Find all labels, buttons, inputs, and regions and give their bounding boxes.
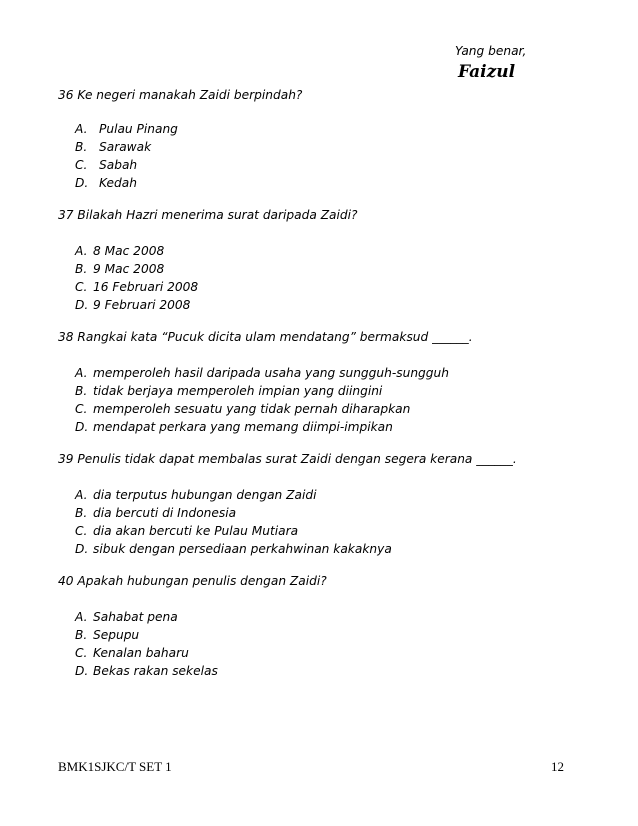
option-text: Bekas rakan sekelas [93,664,218,678]
question-40: 40 Apakah hubungan penulis dengan Zaidi? [58,574,327,588]
option-text: Pulau Pinang [99,122,178,136]
option-text: memperoleh hasil daripada usaha yang sungguh-sungguh [93,366,449,380]
option-36-d [75,176,137,190]
option-text: mendapat perkara yang memang diimpi-impikan [93,420,393,434]
option-37-d [75,298,190,312]
question-36: 36 Ke negeri manakah Zaidi berpindah? [58,88,303,102]
option-text: Sarawak [99,140,152,154]
option-text: dia bercuti di Indonesia [93,506,237,520]
footer-code: BMK1SJKC/T SET 1 [58,759,172,774]
option-36-b [75,140,151,154]
option-39-c [75,524,298,538]
option-letter: B. [75,506,88,520]
option-letter: A. [75,366,88,380]
option-text: Kedah [99,176,137,190]
option-letter: D. [75,298,89,312]
question-37: 37 Bilakah Hazri menerima surat daripada Zaidi? [58,208,358,222]
option-letter: B. [75,262,88,276]
option-text: 8 Mac 2008 [93,244,165,258]
option-text: 9 Mac 2008 [93,262,165,276]
option-text: Sepupu [93,628,140,642]
option-40-d [75,664,218,678]
option-40-c [75,646,189,660]
option-38-c [75,402,410,416]
page-number: 12 [551,759,564,774]
option-letter: C. [75,646,88,660]
option-40-a [75,610,178,624]
option-letter: B. [75,140,88,154]
option-letter: D. [75,420,89,434]
option-40-b [75,628,139,642]
option-text: 9 Februari 2008 [93,298,191,312]
option-text: dia akan bercuti ke Pulau Mutiara [93,524,299,538]
option-36-a [75,122,178,136]
option-letter: C. [75,524,88,538]
option-37-b [75,262,164,276]
option-letter: B. [75,384,88,398]
option-text: Sahabat pena [93,610,178,624]
option-text: memperoleh sesuatu yang tidak pernah diharapkan [93,402,411,416]
option-text: sibuk dengan persediaan perkahwinan kakaknya [93,542,392,556]
option-text: tidak berjaya memperoleh impian yang diingini [93,384,383,398]
option-letter: C. [75,402,88,416]
signature: Faizul [458,62,516,82]
option-letter: C. [75,280,88,294]
option-letter: D. [75,176,89,190]
option-letter: B. [75,628,88,642]
option-text: Sabah [99,158,138,172]
option-text: 16 Februari 2008 [93,280,199,294]
option-37-c [75,280,198,294]
option-38-a [75,366,449,380]
option-letter: A. [75,610,88,624]
option-letter: D. [75,664,89,678]
option-letter: A. [75,244,88,258]
option-letter: A. [75,488,88,502]
option-37-a [75,244,164,258]
question-38: 38 Rangkai kata “Pucuk dicita ulam mendatang” bermaksud ______. [58,330,473,344]
option-39-b [75,506,236,520]
option-38-b [75,384,382,398]
question-39: 39 Penulis tidak dapat membalas surat Zaidi dengan segera kerana ______. [58,452,517,466]
option-letter: D. [75,542,89,556]
option-39-a [75,488,316,502]
option-letter: A. [75,122,88,136]
option-text: dia terputus hubungan dengan Zaidi [93,488,317,502]
option-39-d [75,542,392,556]
option-36-c [75,158,137,172]
letter-closing: Yang benar, [455,44,527,58]
option-letter: C. [75,158,88,172]
option-38-d [75,420,393,434]
option-text: Kenalan baharu [93,646,189,660]
